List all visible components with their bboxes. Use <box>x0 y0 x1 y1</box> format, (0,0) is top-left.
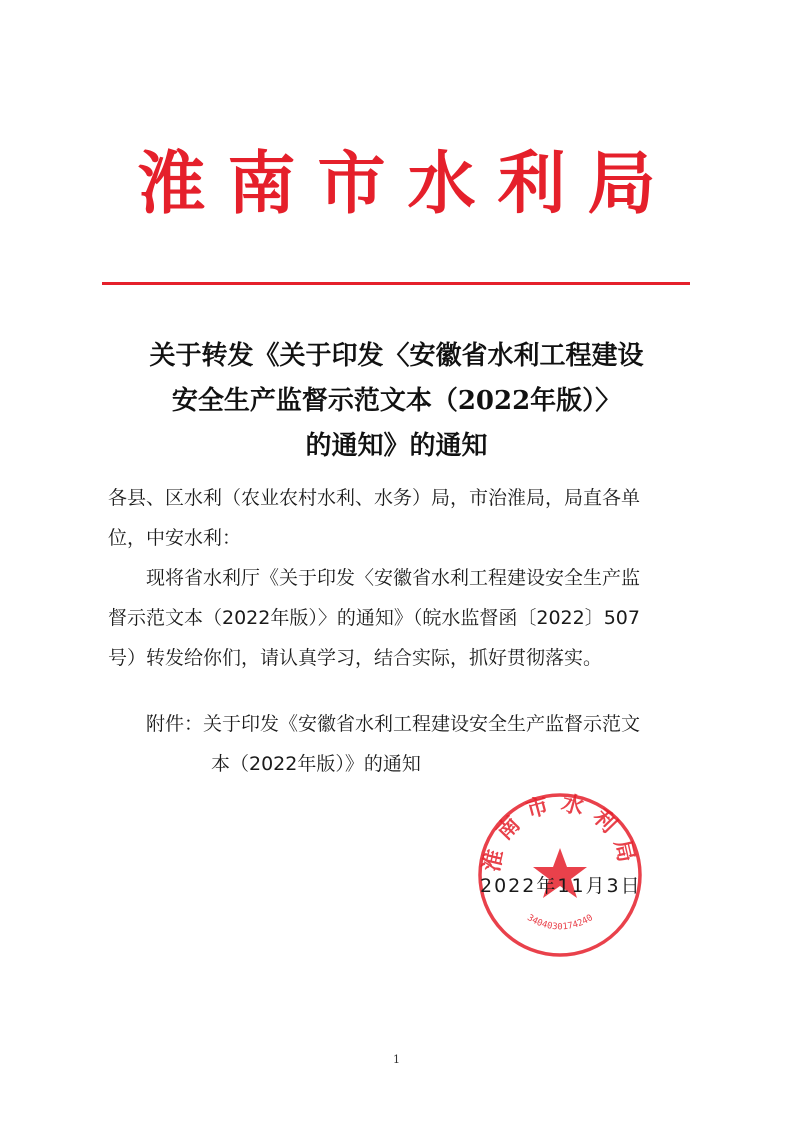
body-line: 号）转发给你们，请认真学习，结合实际，抓好贯彻落实。 <box>108 647 603 669</box>
title-line: 关于转发《关于印发〈安徽省水利工程建设 <box>149 341 644 371</box>
salutation-line: 各县、区水利（农业农村水利、水务）局，市治淮局，局直各单 <box>108 487 641 509</box>
body-paragraph <box>108 558 698 678</box>
red-divider-rule <box>102 282 690 285</box>
agency-masthead: 淮南市水利局 <box>137 144 678 224</box>
body-line: 现将省水利厅《关于印发〈安徽省水利工程建设安全生产监 <box>146 567 641 589</box>
title-line: 的通知》的通知 <box>305 431 488 461</box>
attachment-note <box>108 704 698 784</box>
attachment-line: 附件：关于印发《安徽省水利工程建设安全生产监督示范文 <box>146 713 641 735</box>
seal-text: 淮南市水利局 <box>478 790 642 875</box>
attachment-line: 本（2022年版）》的通知 <box>211 753 421 775</box>
title-line: 安全生产监督示范文本（2022年版）〉 <box>171 386 622 416</box>
salutation <box>108 478 698 558</box>
issue-date: 2022年11月3日 <box>480 875 642 897</box>
salutation-line: 位，中安水利： <box>108 527 242 549</box>
body-line: 督示范文本（2022年版）〉的通知》（皖水监督函〔2022〕507 <box>108 607 640 629</box>
page-number: 1 <box>393 1053 400 1066</box>
document-title <box>60 334 733 469</box>
seal-code: 3404030174240 <box>525 913 595 933</box>
svg-text:3404030174240 <box>525 913 595 932</box>
